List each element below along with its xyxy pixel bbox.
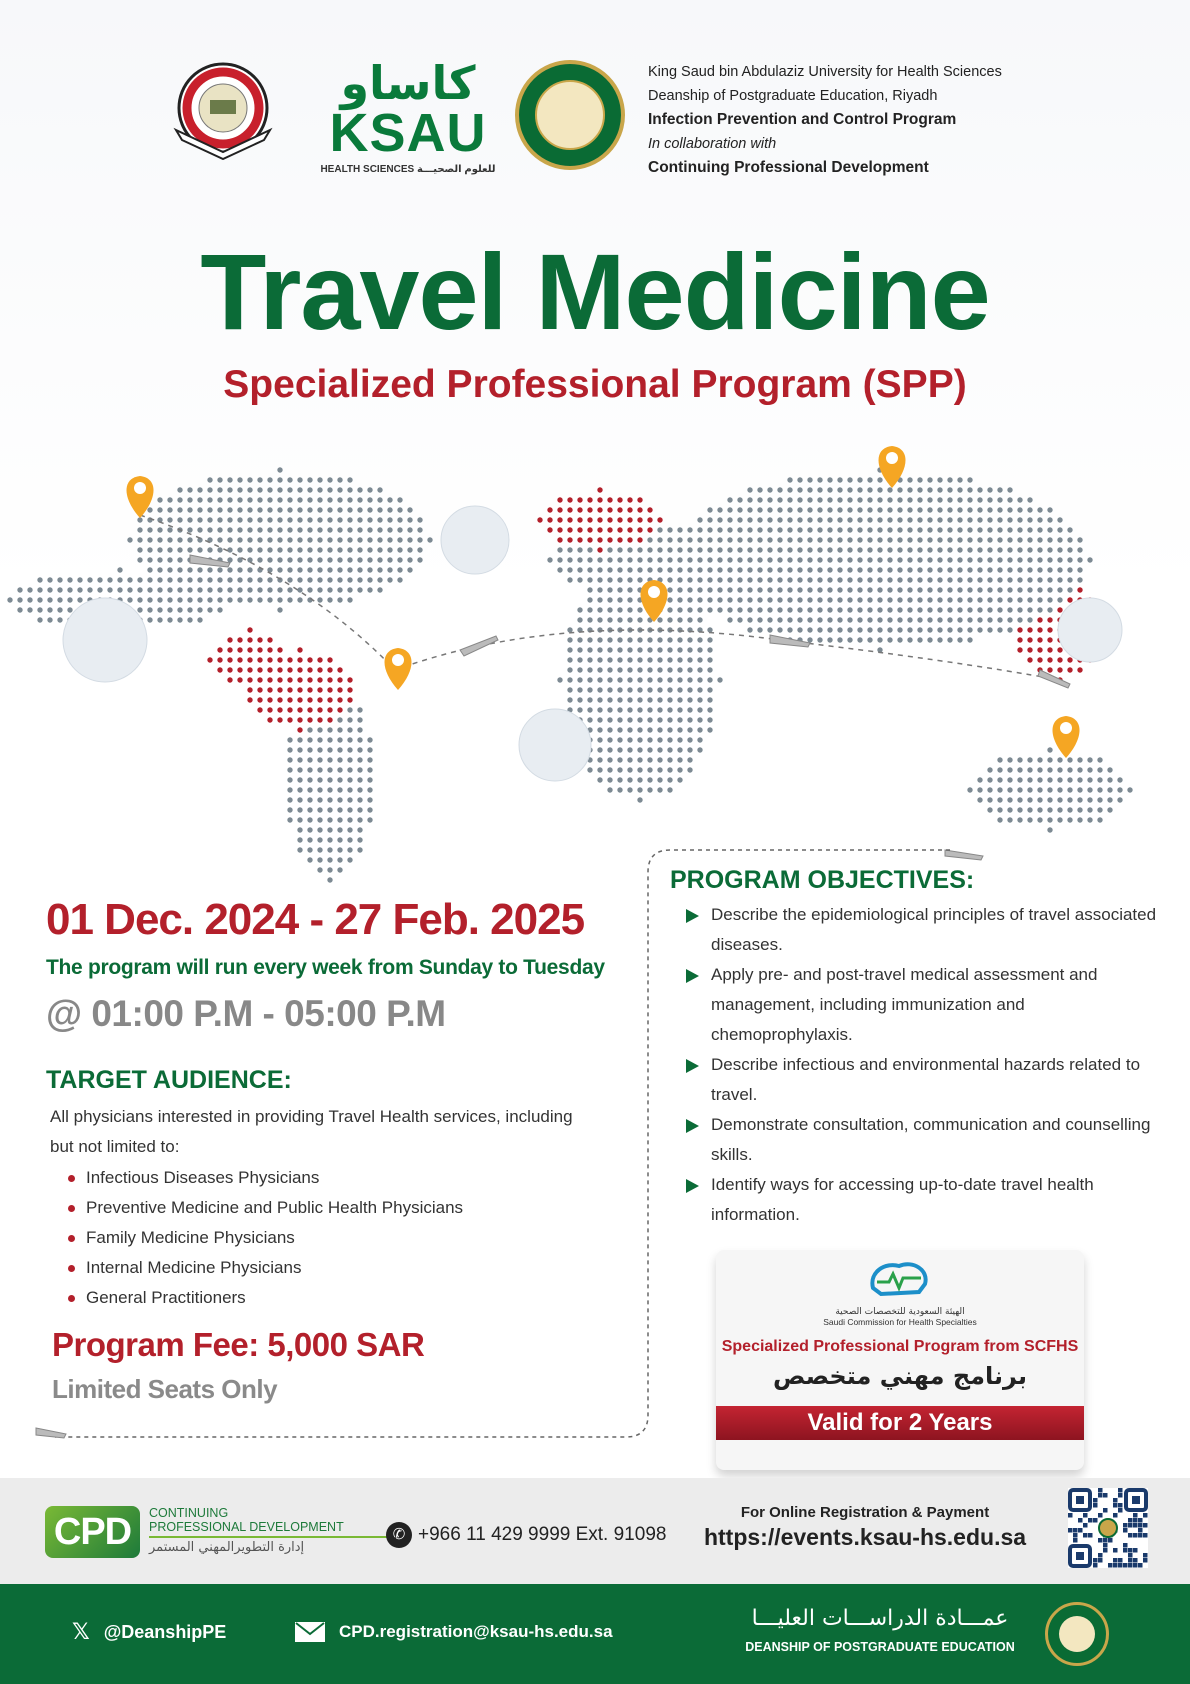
scfhs-english-name: Saudi Commission for Health Specialties — [823, 1317, 977, 1327]
page-title: Travel Medicine — [200, 231, 990, 352]
university-name: King Saud bin Abdulaziz University for Health Sciences — [648, 64, 1002, 80]
program-fee: Program Fee: 5,000 SAR — [52, 1326, 425, 1363]
list-item-text: Identify ways for accessing up-to-date travel health information. — [711, 1175, 1094, 1224]
cpd-logo-line1: CONTINUING — [149, 1506, 229, 1520]
deanship-english-name: DEANSHIP OF POSTGRADUATE EDUCATION — [745, 1640, 1015, 1654]
list-item — [66, 1193, 463, 1223]
list-item — [686, 960, 1166, 1050]
list-item-text: Apply pre- and post-travel medical assessment and management, including immunization and chemoprophylaxis. — [711, 965, 1098, 1044]
national-guard-logo — [168, 60, 278, 160]
scfhs-program-label-arabic: برنامج مهني متخصص — [773, 1362, 1027, 1390]
cpd-name: Continuing Professional Development — [648, 159, 929, 176]
header-institution-text — [648, 60, 1028, 180]
list-item — [66, 1283, 463, 1313]
list-item — [686, 1170, 1166, 1230]
email-link[interactable] — [295, 1622, 613, 1642]
ksau-arabic-wordmark: كاساو — [340, 56, 476, 110]
list-item-text: Preventive Medicine and Public Health Physicians — [86, 1198, 464, 1217]
location-pin-2 — [385, 648, 412, 690]
program-objectives-heading: PROGRAM OBJECTIVES: — [670, 866, 975, 894]
triangle-bullet-icon — [686, 1179, 699, 1193]
x-handle-text: @DeanshipPE — [103, 1622, 227, 1642]
ksau-logo — [318, 58, 498, 173]
bullet-icon — [68, 1295, 75, 1302]
limited-seats-note: Limited Seats Only — [52, 1374, 278, 1404]
location-pin-3 — [641, 580, 668, 622]
bullet-icon — [68, 1265, 75, 1272]
university-seal-logo — [1045, 1602, 1109, 1666]
scfhs-program-label: Specialized Professional Program from SCFHS — [721, 1338, 1079, 1355]
list-item-text: Describe infectious and environmental hazards related to travel. — [711, 1055, 1141, 1104]
list-item-text: Family Medicine Physicians — [86, 1228, 295, 1247]
ksau-english-wordmark: KSAU — [329, 103, 487, 163]
registration-label: For Online Registration & Payment — [740, 1504, 990, 1521]
map-dots — [7, 467, 1132, 882]
list-item — [66, 1163, 463, 1193]
cpd-logo-arabic: إدارة التطويرالمهني المستمر — [149, 1540, 305, 1555]
ksau-subtitle: HEALTH SCIENCES للعلوم الصحيـــة — [320, 164, 496, 175]
bullet-icon — [68, 1205, 75, 1212]
list-item — [686, 1050, 1166, 1110]
deanship-arabic-name: عمـــادة الدراســـات العليـــا — [751, 1606, 1009, 1631]
cpd-logo-line2: PROFESSIONAL DEVELOPMENT — [149, 1520, 344, 1534]
airplane-icon — [36, 1428, 66, 1438]
x-social-link[interactable] — [72, 1620, 226, 1645]
program-dates: 01 Dec. 2024 - 27 Feb. 2025 — [46, 895, 585, 944]
list-item-text: Describe the epidemiological principles of travel associated diseases. — [711, 905, 1157, 954]
list-item-text: Demonstrate consultation, communication and counselling skills. — [711, 1115, 1151, 1164]
list-item — [66, 1223, 463, 1253]
page-subtitle: Specialized Professional Program (SPP) — [223, 363, 967, 406]
cpd-logo-divider — [149, 1536, 387, 1538]
target-audience-description: All physicians interested in providing Travel Health services, including but not limited to: — [50, 1107, 573, 1156]
program-frequency: The program will run every week from Sunday to Tuesday — [46, 956, 605, 979]
list-item — [686, 900, 1166, 960]
university-seal-inner — [1059, 1616, 1095, 1652]
triangle-bullet-icon — [686, 1119, 699, 1133]
list-item — [686, 1110, 1166, 1170]
scfhs-logo-icon — [865, 1258, 935, 1300]
cpd-logo-box: CPD — [45, 1506, 140, 1558]
program-objectives-list — [686, 900, 1166, 1230]
phone-icon: ✆ — [386, 1522, 412, 1548]
qr-code[interactable] — [1068, 1488, 1148, 1568]
target-audience-heading: TARGET AUDIENCE: — [46, 1066, 292, 1094]
scfhs-accreditation-card — [716, 1250, 1084, 1470]
collaboration-text: In collaboration with — [648, 136, 777, 152]
registration-link[interactable]: https://events.ksau-hs.edu.sa — [703, 1524, 1027, 1550]
validity-badge: Valid for 2 Years — [716, 1406, 1084, 1440]
bullet-icon — [68, 1175, 75, 1182]
triangle-bullet-icon — [686, 1059, 699, 1073]
bullet-icon — [68, 1235, 75, 1242]
deanship-name: Deanship of Postgraduate Education, Riyadh — [648, 88, 938, 104]
list-item — [66, 1253, 463, 1283]
phone-number: +966 11 429 9999 Ext. 91098 — [418, 1524, 667, 1545]
list-item-text: Internal Medicine Physicians — [86, 1258, 302, 1277]
list-item-text: Infectious Diseases Physicians — [86, 1168, 320, 1187]
location-pin-5 — [1053, 716, 1080, 758]
scfhs-arabic-name: الهيئة السعودية للتخصصات الصحية — [835, 1307, 965, 1317]
triangle-bullet-icon — [686, 969, 699, 983]
cpd-logo — [45, 1506, 345, 1558]
x-icon: 𝕏 — [72, 1620, 90, 1645]
program-name: Infection Prevention and Control Program — [648, 111, 957, 128]
list-item-text: General Practitioners — [86, 1288, 246, 1307]
email-address: CPD.registration@ksau-hs.edu.sa — [339, 1622, 613, 1641]
phone-contact[interactable] — [386, 1522, 666, 1548]
world-map-illustration — [0, 430, 1190, 900]
target-audience-list — [66, 1163, 463, 1313]
triangle-bullet-icon — [686, 909, 699, 923]
university-seal-inner — [535, 80, 605, 150]
program-time: @ 01:00 P.M - 05:00 P.M — [46, 993, 446, 1034]
university-seal-logo — [515, 60, 625, 170]
envelope-icon — [295, 1622, 325, 1642]
scfhs-logo — [716, 1258, 1084, 1327]
